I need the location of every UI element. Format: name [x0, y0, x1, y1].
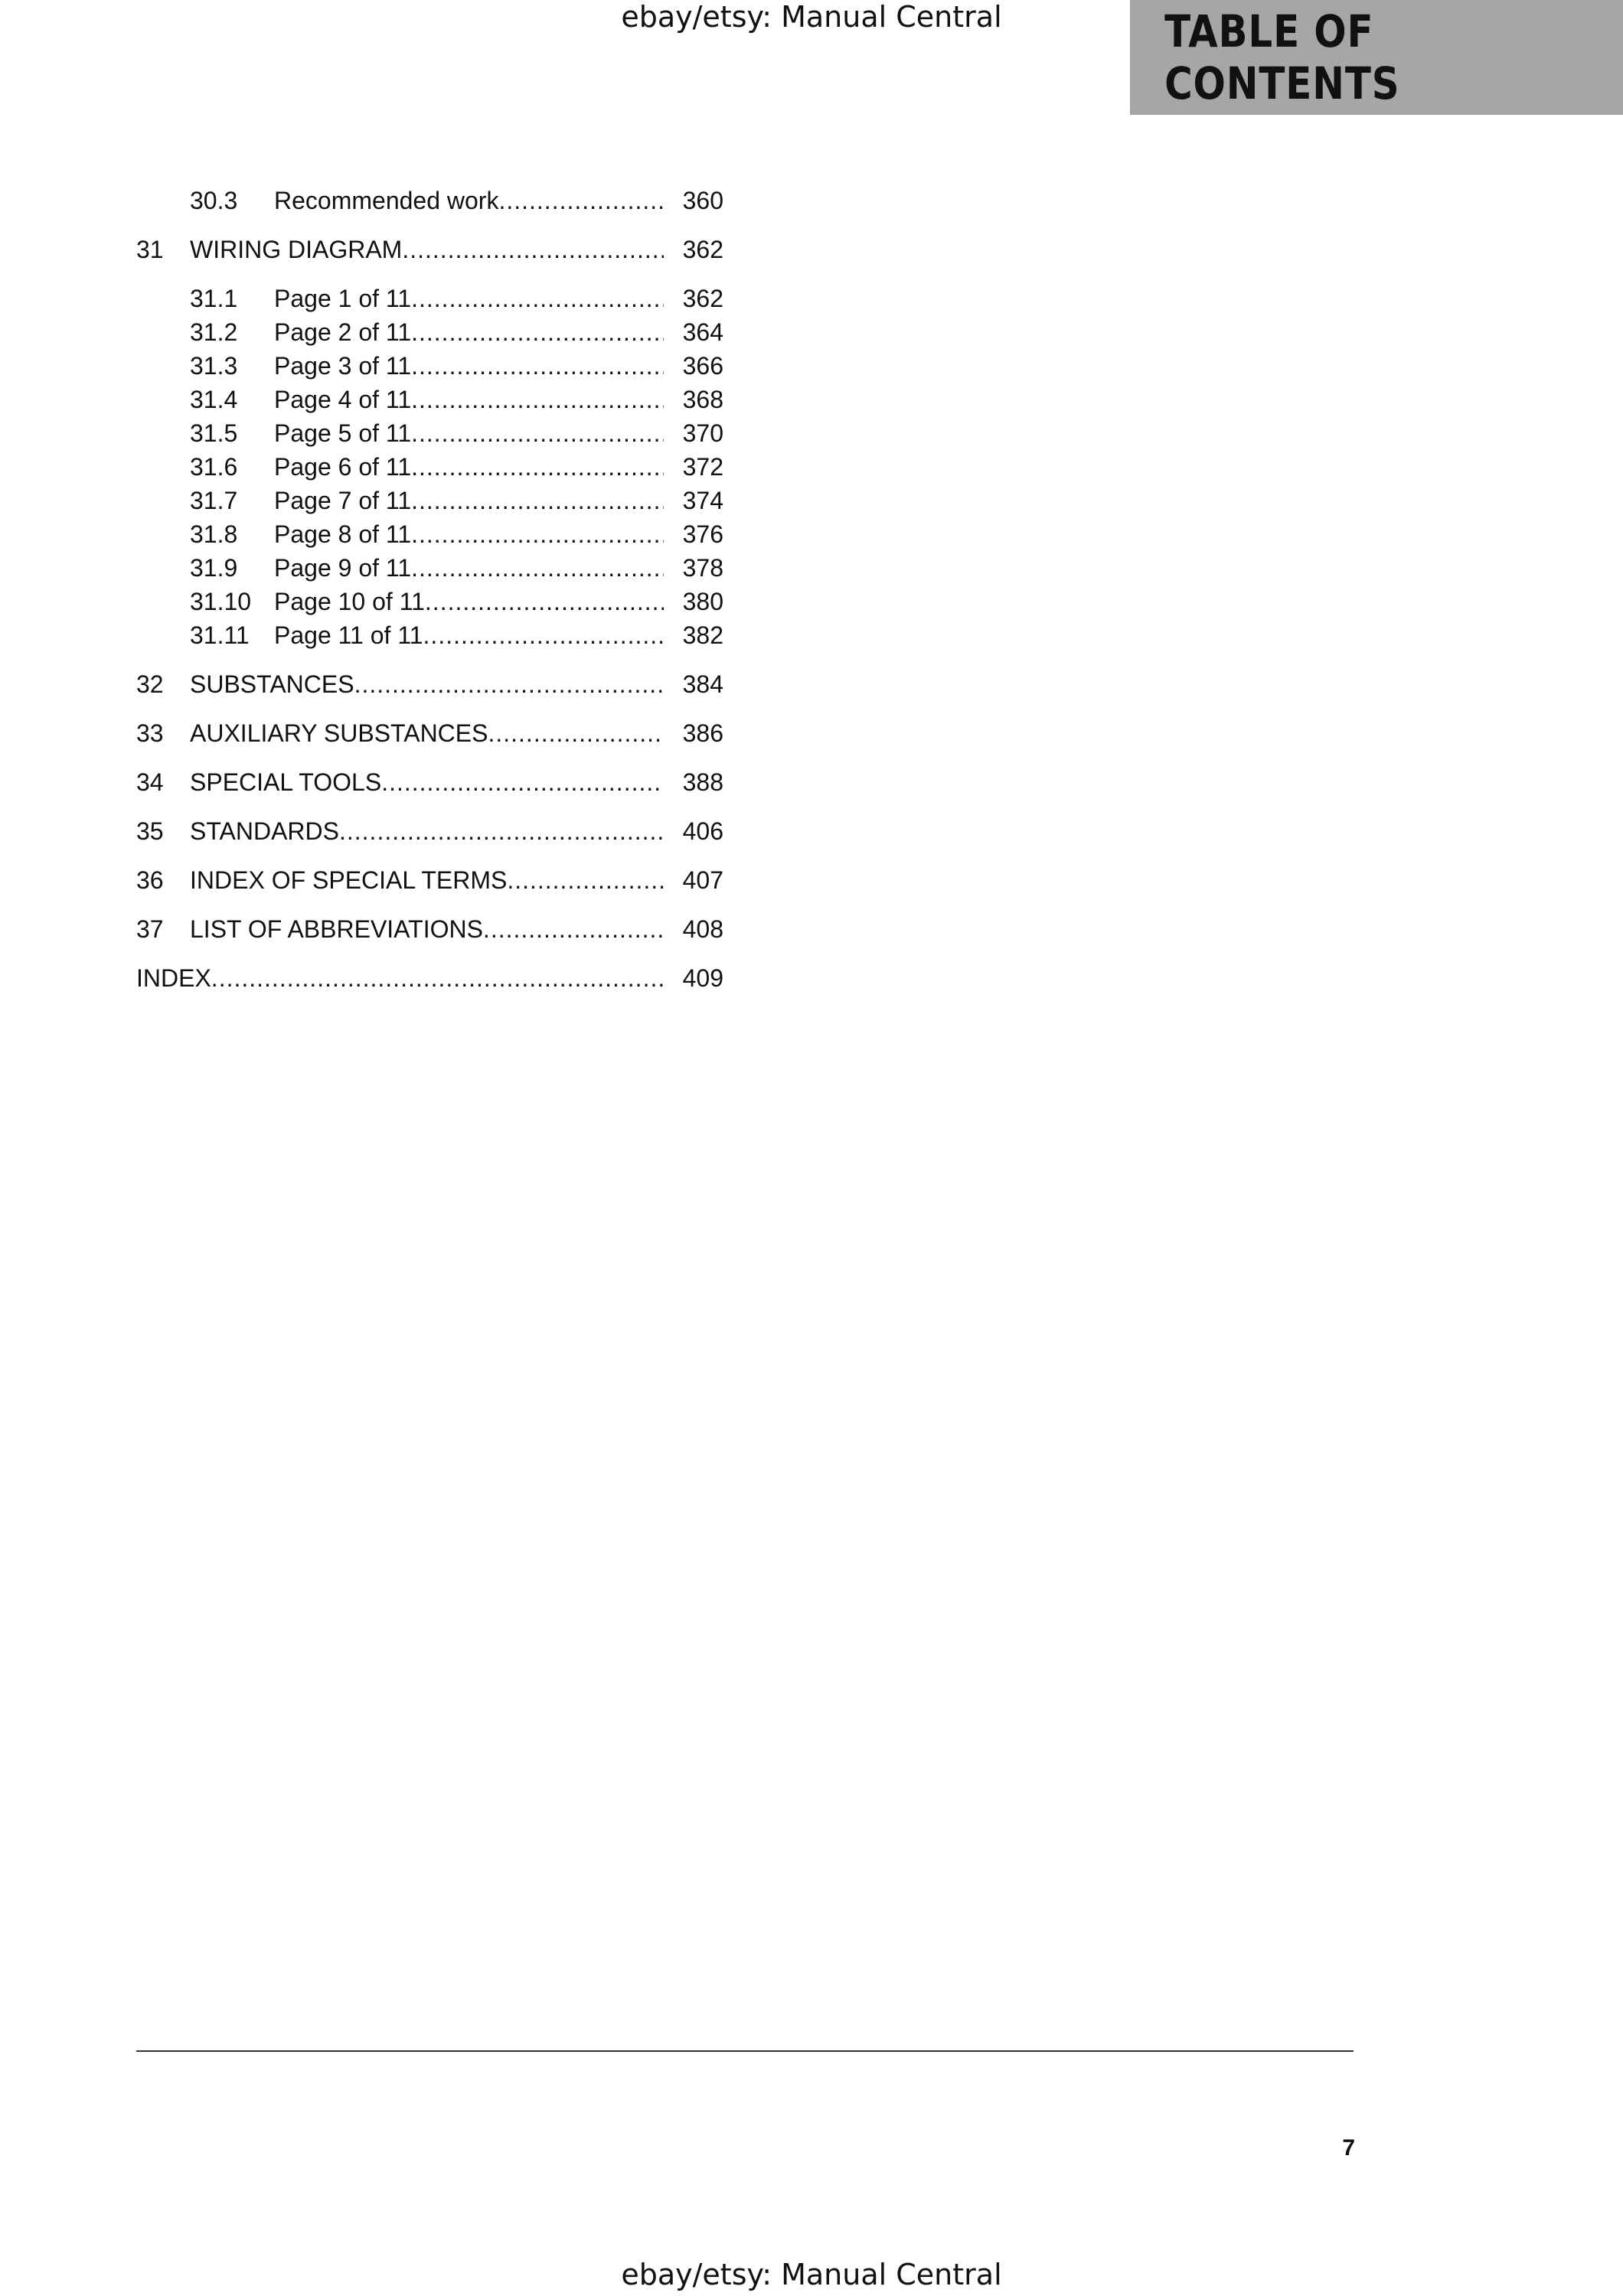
toc-entry-number: 31.2 — [190, 318, 238, 346]
toc-entry-page: 378 — [682, 554, 723, 582]
toc-entry-page: 364 — [682, 318, 723, 346]
toc-entry-title: Recommended work — [274, 187, 499, 214]
toc-entry-number: 31.10 — [190, 588, 252, 615]
toc-entry-page: 370 — [682, 419, 723, 447]
toc-entry-title: Page 7 of 11 — [274, 487, 412, 514]
toc-entry[interactable] — [136, 184, 723, 217]
leader-dots — [488, 716, 664, 750]
leader-dots — [425, 585, 664, 618]
toc-banner — [1130, 0, 1623, 115]
toc-entry-number: 37 — [136, 915, 164, 943]
leader-dots — [211, 961, 664, 995]
leader-dots — [411, 484, 664, 517]
leader-dots — [507, 863, 664, 897]
leader-dots — [411, 349, 664, 383]
toc-entry-index[interactable] — [136, 961, 723, 995]
toc-entry-title: Page 8 of 11 — [274, 520, 412, 548]
toc-entry-page: 362 — [682, 285, 723, 312]
leader-dots — [411, 282, 664, 315]
toc-entry-title: STANDARDS — [190, 817, 339, 845]
toc-entry[interactable] — [136, 765, 723, 799]
toc-entry-page: 408 — [682, 915, 723, 943]
toc-entry[interactable] — [136, 716, 723, 750]
toc-entry-title: Page 6 of 11 — [274, 453, 412, 481]
leader-dots — [411, 551, 664, 585]
toc-entry-title: Page 9 of 11 — [274, 554, 412, 582]
toc-entry-number: 31.11 — [190, 621, 250, 649]
toc-entry-number: 31.3 — [190, 352, 238, 380]
toc-entry[interactable] — [136, 416, 723, 450]
leader-dots — [339, 814, 664, 848]
toc-entry-number: 31.1 — [190, 285, 238, 312]
toc-entry[interactable] — [136, 383, 723, 416]
toc-entry-number: 31.9 — [190, 554, 238, 582]
leader-dots — [411, 315, 664, 349]
toc-entry-number: 32 — [136, 670, 164, 698]
toc-entry-page: 362 — [682, 236, 723, 263]
leader-dots — [381, 765, 664, 799]
toc-entry-page: 382 — [682, 621, 723, 649]
toc-entry[interactable] — [136, 618, 723, 652]
toc-entry-page: 368 — [682, 386, 723, 413]
leader-dots — [354, 667, 664, 701]
toc-entry-page: 374 — [682, 487, 723, 514]
toc-entry[interactable] — [136, 912, 723, 946]
leader-dots — [498, 184, 664, 217]
toc-entry-title: Page 3 of 11 — [274, 352, 412, 380]
toc-entry[interactable] — [136, 814, 723, 848]
toc-entry-title: LIST OF ABBREVIATIONS — [190, 915, 483, 943]
leader-dots — [423, 618, 664, 652]
toc-entry-number: 31.6 — [190, 453, 238, 481]
toc-entry[interactable] — [136, 349, 723, 383]
toc-entry[interactable] — [136, 315, 723, 349]
toc-entry-title: Page 4 of 11 — [274, 386, 412, 413]
toc-entry[interactable] — [136, 667, 723, 701]
footer-divider — [136, 2050, 1354, 2052]
toc-entry-page: 384 — [682, 670, 723, 698]
leader-dots — [411, 517, 664, 551]
toc-entry[interactable] — [136, 517, 723, 551]
toc-entry-page: 388 — [682, 768, 723, 796]
toc-entry-page: 380 — [682, 588, 723, 615]
leader-dots — [402, 233, 664, 266]
toc-entry-number: 31.8 — [190, 520, 238, 548]
toc-entry-page: 372 — [682, 453, 723, 481]
page-number: 7 — [1342, 2135, 1355, 2161]
toc-entry-number: 31.7 — [190, 487, 238, 514]
toc-entry-number: 31 — [136, 236, 164, 263]
toc-entry-title: INDEX OF SPECIAL TERMS — [190, 866, 508, 894]
toc-entry[interactable] — [136, 585, 723, 618]
leader-dots — [483, 912, 664, 946]
toc-entry-page: 360 — [682, 187, 723, 214]
toc-entry-number: 31.5 — [190, 419, 238, 447]
toc-entry-page: 407 — [682, 866, 723, 894]
toc-entry-title: Page 5 of 11 — [274, 419, 412, 447]
toc-entry-number: 30.3 — [190, 187, 238, 214]
leader-dots — [411, 383, 664, 416]
toc-entry-number: 34 — [136, 768, 164, 796]
toc-entry[interactable] — [136, 233, 723, 266]
leader-dots — [411, 450, 664, 484]
toc-entry-number: 31.4 — [190, 386, 238, 413]
table-of-contents — [136, 184, 723, 995]
toc-entry-title: Page 1 of 11 — [274, 285, 412, 312]
toc-entry-number: 33 — [136, 719, 164, 747]
toc-entry-title: INDEX — [136, 964, 211, 992]
toc-entry[interactable] — [136, 484, 723, 517]
toc-entry-title: SUBSTANCES — [190, 670, 354, 698]
toc-entry-page: 409 — [682, 964, 723, 992]
toc-entry[interactable] — [136, 863, 723, 897]
toc-entry-title: Page 2 of 11 — [274, 318, 412, 346]
toc-entry-title: Page 11 of 11 — [274, 621, 423, 649]
watermark-top: ebay/etsy: Manual Central — [621, 0, 1002, 34]
toc-entry-number: 35 — [136, 817, 164, 845]
banner-title: TABLE OF CONTENTS — [1164, 5, 1400, 109]
toc-entry-title: AUXILIARY SUBSTANCES — [190, 719, 488, 747]
toc-entry-page: 376 — [682, 520, 723, 548]
toc-entry-page: 366 — [682, 352, 723, 380]
toc-entry-title: SPECIAL TOOLS — [190, 768, 382, 796]
toc-entry[interactable] — [136, 551, 723, 585]
leader-dots — [411, 416, 664, 450]
watermark-bottom: ebay/etsy: Manual Central — [621, 2258, 1002, 2291]
toc-entry[interactable] — [136, 282, 723, 315]
toc-entry[interactable] — [136, 450, 723, 484]
toc-entry-number: 36 — [136, 866, 164, 894]
toc-entry-title: WIRING DIAGRAM — [190, 236, 403, 263]
toc-entry-page: 406 — [682, 817, 723, 845]
toc-entry-title: Page 10 of 11 — [274, 588, 425, 615]
toc-entry-page: 386 — [682, 719, 723, 747]
